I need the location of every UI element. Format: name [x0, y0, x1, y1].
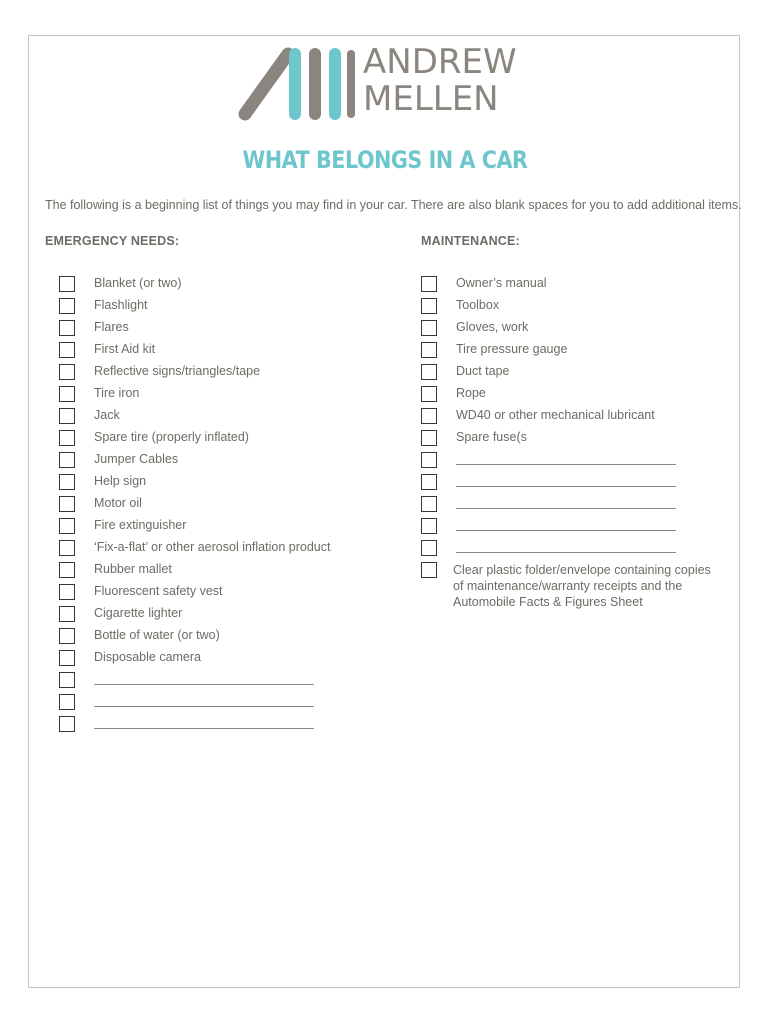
- checkbox[interactable]: [59, 408, 75, 424]
- checkbox[interactable]: [59, 474, 75, 490]
- emergency-item: [59, 537, 389, 559]
- emergency-item-label: ‘Fix-a-flat’ or other aerosol inflation product: [94, 540, 331, 554]
- checkbox[interactable]: [421, 320, 437, 336]
- emergency-item-label: Rubber mallet: [94, 562, 172, 576]
- maintenance-blank-item: [421, 471, 731, 493]
- checkbox[interactable]: [421, 540, 437, 556]
- blank-write-in-line[interactable]: [456, 552, 676, 553]
- emergency-item: [59, 295, 389, 317]
- emergency-item-label: Fire extinguisher: [94, 518, 187, 532]
- checkbox[interactable]: [59, 584, 75, 600]
- checkbox[interactable]: [59, 298, 75, 314]
- folder-item-line: Automobile Facts & Figures Sheet: [453, 595, 643, 609]
- emergency-item: [59, 559, 389, 581]
- maintenance-folder-item: [421, 559, 731, 609]
- maintenance-item: [421, 383, 731, 405]
- blank-write-in-line[interactable]: [456, 508, 676, 509]
- blank-write-in-line[interactable]: [456, 530, 676, 531]
- checkbox[interactable]: [421, 562, 437, 578]
- emergency-item: [59, 361, 389, 383]
- checkbox[interactable]: [59, 628, 75, 644]
- maintenance-blank-item: [421, 493, 731, 515]
- emergency-item: [59, 317, 389, 339]
- maintenance-item: [421, 317, 731, 339]
- maintenance-item: [421, 273, 731, 295]
- folder-item-line: of maintenance/warranty receipts and the: [453, 579, 683, 593]
- intro-text: The following is a beginning list of things you may find in your car. There are also blank spaces for you to add additional items.: [45, 198, 742, 212]
- checkbox[interactable]: [59, 452, 75, 468]
- emergency-item: [59, 339, 389, 361]
- maintenance-item: [421, 339, 731, 361]
- logo-mark-icon: [238, 44, 363, 124]
- maintenance-item-label: Tire pressure gauge: [456, 342, 568, 356]
- logo-wordmark: [363, 44, 517, 118]
- checkbox[interactable]: [59, 518, 75, 534]
- checkbox[interactable]: [59, 562, 75, 578]
- maintenance-item-label: Rope: [456, 386, 486, 400]
- emergency-item: [59, 383, 389, 405]
- checkbox[interactable]: [59, 672, 75, 688]
- checkbox[interactable]: [59, 540, 75, 556]
- blank-write-in-line[interactable]: [456, 486, 676, 487]
- blank-write-in-line[interactable]: [94, 684, 314, 685]
- emergency-item-label: Motor oil: [94, 496, 142, 510]
- emergency-item-label: First Aid kit: [94, 342, 156, 356]
- folder-item-line: Clear plastic folder/envelope containing copies: [453, 563, 711, 577]
- maintenance-blank-item: [421, 537, 731, 559]
- maintenance-item: [421, 405, 731, 427]
- checkbox[interactable]: [59, 716, 75, 732]
- emergency-item-label: Blanket (or two): [94, 276, 182, 290]
- logo-line-2: MELLEN: [363, 79, 499, 119]
- emergency-item: [59, 603, 389, 625]
- maintenance-checklist: [421, 273, 731, 609]
- maintenance-blank-item: [421, 449, 731, 471]
- emergency-item-label: Jumper Cables: [94, 452, 179, 466]
- blank-write-in-line[interactable]: [94, 728, 314, 729]
- checkbox[interactable]: [59, 430, 75, 446]
- checkbox[interactable]: [421, 452, 437, 468]
- maintenance-item-label: Spare fuse(s: [456, 430, 527, 444]
- emergency-heading: EMERGENCY NEEDS:: [45, 234, 180, 248]
- checkbox[interactable]: [421, 430, 437, 446]
- page-title: WHAT BELONGS IN A CAR: [242, 146, 528, 174]
- checkbox[interactable]: [421, 474, 437, 490]
- maintenance-item-label: WD40 or other mechanical lubricant: [456, 408, 655, 422]
- emergency-item: [59, 647, 389, 669]
- emergency-item: [59, 273, 389, 295]
- checkbox[interactable]: [421, 518, 437, 534]
- emergency-item-label: Reflective signs/triangles/tape: [94, 364, 261, 378]
- checkbox[interactable]: [421, 364, 437, 380]
- checkbox[interactable]: [59, 496, 75, 512]
- maintenance-item-label: Toolbox: [456, 298, 500, 312]
- checkbox[interactable]: [59, 276, 75, 292]
- emergency-blank-item: [59, 691, 389, 713]
- checkbox[interactable]: [59, 320, 75, 336]
- logo-line-1: ANDREW: [363, 42, 517, 82]
- maintenance-item-label: Duct tape: [456, 364, 510, 378]
- emergency-item-label: Jack: [94, 408, 120, 422]
- checkbox[interactable]: [59, 606, 75, 622]
- checkbox[interactable]: [59, 386, 75, 402]
- checkbox[interactable]: [59, 342, 75, 358]
- checkbox[interactable]: [421, 342, 437, 358]
- checkbox[interactable]: [421, 408, 437, 424]
- emergency-item-label: Fluorescent safety vest: [94, 584, 223, 598]
- blank-write-in-line[interactable]: [456, 464, 676, 465]
- checkbox[interactable]: [421, 386, 437, 402]
- maintenance-heading: MAINTENANCE:: [421, 234, 520, 248]
- emergency-item: [59, 405, 389, 427]
- emergency-item: [59, 625, 389, 647]
- checkbox[interactable]: [59, 650, 75, 666]
- emergency-item: [59, 427, 389, 449]
- maintenance-item: [421, 295, 731, 317]
- maintenance-item-label: Gloves, work: [456, 320, 529, 334]
- emergency-item-label: Cigarette lighter: [94, 606, 183, 620]
- checkbox[interactable]: [421, 298, 437, 314]
- emergency-item-label: Help sign: [94, 474, 147, 488]
- emergency-item-label: Bottle of water (or two): [94, 628, 220, 642]
- emergency-item-label: Spare tire (properly inflated): [94, 430, 249, 444]
- emergency-item-label: Flashlight: [94, 298, 148, 312]
- emergency-item: [59, 493, 389, 515]
- blank-write-in-line[interactable]: [94, 706, 314, 707]
- emergency-item-label: Tire iron: [94, 386, 140, 400]
- folder-item-label: [453, 562, 733, 610]
- checkbox[interactable]: [421, 276, 437, 292]
- maintenance-item: [421, 361, 731, 383]
- emergency-item: [59, 471, 389, 493]
- emergency-item-label: Disposable camera: [94, 650, 201, 664]
- emergency-item: [59, 449, 389, 471]
- maintenance-item: [421, 427, 731, 449]
- checkbox[interactable]: [59, 364, 75, 380]
- checkbox[interactable]: [421, 496, 437, 512]
- emergency-item-label: Flares: [94, 320, 129, 334]
- andrew-mellen-logo: [238, 44, 538, 124]
- emergency-checklist: [59, 273, 389, 735]
- maintenance-blank-item: [421, 515, 731, 537]
- maintenance-item-label: Owner’s manual: [456, 276, 547, 290]
- emergency-item: [59, 515, 389, 537]
- emergency-blank-item: [59, 713, 389, 735]
- emergency-blank-item: [59, 669, 389, 691]
- emergency-item: [59, 581, 389, 603]
- checkbox[interactable]: [59, 694, 75, 710]
